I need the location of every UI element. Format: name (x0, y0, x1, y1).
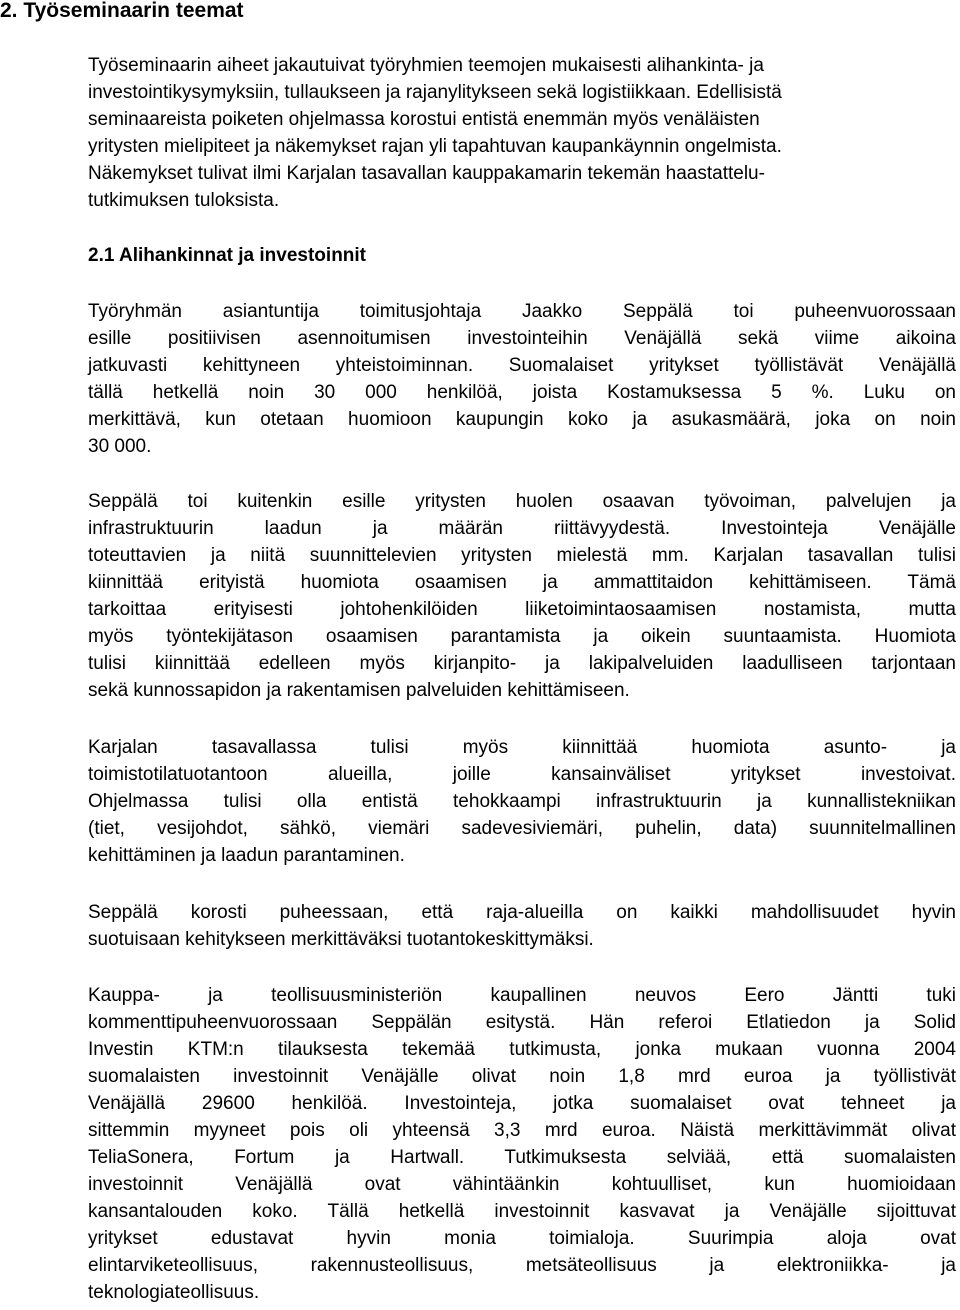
paragraph-5 (88, 982, 956, 1306)
text-line: merkittävä, kun otetaan huomioon kaupungin koko ja asukasmäärä, joka on noin (88, 409, 956, 430)
text-line: sekä kunnossapidon ja rakentamisen palveluiden kehittämiseen. (88, 680, 630, 701)
text-line: tulisi kiinnittää edelleen myös kirjanpito- ja lakipalveluiden laadulliseen tarjontaan (88, 653, 956, 674)
paragraph-2 (88, 488, 956, 704)
text-line: Kauppa- ja teollisuusministeriön kaupallinen neuvos Eero Jäntti tuki (88, 985, 956, 1006)
text-line: infrastruktuurin laadun ja määrän riittävyydestä. Investointeja Venäjälle (88, 518, 956, 539)
text-line: tarkoittaa erityisesti johtohenkilöiden liiketoimintaosaamisen nostamista, mutta (88, 599, 956, 620)
paragraph-3 (88, 734, 956, 869)
text-line: suomalaisten investoinnit Venäjälle olivat noin 1,8 mrd euroa ja työllistivät (88, 1066, 956, 1087)
text-line: Työryhmän asiantuntija toimitusjohtaja Jaakko Seppälä toi puheenvuorossaan (88, 301, 956, 322)
text-line: sittemmin myyneet pois oli yhteensä 3,3 mrd euroa. Näistä merkittävimmät olivat (88, 1120, 956, 1141)
text-line: teknologiateollisuus. (88, 1282, 260, 1303)
paragraph-4 (88, 899, 956, 953)
subsection-heading: 2.1 Alihankinnat ja investoinnit (88, 245, 367, 266)
text-line: suotuisaan kehitykseen merkittäväksi tuotantokeskittymäksi. (88, 929, 594, 950)
text-line: elintarviketeollisuus, rakennusteollisuus, metsäteollisuus ja elektroniikka- ja (88, 1255, 956, 1276)
text-line: Työseminaarin aiheet jakautuivat työryhmien teemojen mukaisesti alihankinta- ja (88, 55, 764, 76)
text-line: Venäjällä 29600 henkilöä. Investointeja, jotka suomalaiset ovat tehneet ja (88, 1093, 956, 1114)
text-line: (tiet, vesijohdot, sähkö, viemäri sadevesiviemäri, puhelin, data) suunnitelmallinen (88, 818, 956, 839)
text-line: Seppälä korosti puheessaan, että raja-alueilla on kaikki mahdollisuudet hyvin (88, 902, 956, 923)
text-line: Investin KTM:n tilauksesta tekemää tutkimusta, jonka mukaan vuonna 2004 (88, 1039, 956, 1060)
text-line: Seppälä toi kuitenkin esille yritysten huolen osaavan työvoiman, palvelujen ja (88, 491, 956, 512)
text-line: investointikysymyksiin, tullaukseen ja rajanylitykseen sekä logistiikkaan. Edellisistä (88, 82, 782, 103)
text-line: seminaareista poiketen ohjelmassa korostui entistä enemmän myös venäläisten (88, 109, 760, 130)
text-line: myös työntekijätason osaamisen parantamista ja oikein suuntaamista. Huomiota (88, 626, 956, 647)
section-heading: 2. Työseminaarin teemat (0, 0, 244, 22)
text-line: tutkimuksen tuloksista. (88, 190, 280, 211)
text-line: kiinnittää erityistä huomiota osaamisen ja ammattitaidon kehittämiseen. Tämä (88, 572, 956, 593)
text-line: Karjalan tasavallassa tulisi myös kiinnittää huomiota asunto- ja (88, 737, 956, 758)
text-line: Ohjelmassa tulisi olla entistä tehokkaampi infrastruktuurin ja kunnallistekniikan (88, 791, 956, 812)
text-line: esille positiivisen asennoitumisen investointeihin Venäjällä sekä viime aikoina (88, 328, 956, 349)
text-line: investoinnit Venäjällä ovat vähintäänkin kohtuulliset, kun huomioidaan (88, 1174, 956, 1195)
text-line: kansantalouden koko. Tällä hetkellä investoinnit kasvavat ja Venäjälle sijoittuvat (88, 1201, 956, 1222)
text-line: yritysten mielipiteet ja näkemykset rajan yli tapahtuvan kaupankäynnin ongelmista. (88, 136, 782, 157)
text-line: 30 000. (88, 436, 152, 457)
text-line: Näkemykset tulivat ilmi Karjalan tasavallan kauppakamarin tekemän haastattelu- (88, 163, 765, 184)
text-line: TeliaSonera, Fortum ja Hartwall. Tutkimuksesta selviää, että suomalaisten (88, 1147, 956, 1168)
text-line: kehittäminen ja laadun parantaminen. (88, 845, 405, 866)
text-line: tällä hetkellä noin 30 000 henkilöä, joista Kostamuksessa 5 %. Luku on (88, 382, 956, 403)
text-line: toteuttavien ja niitä suunnittelevien yritysten mielestä mm. Karjalan tasavallan tulisi (88, 545, 956, 566)
text-line: kommenttipuheenvuorossaan Seppälän esitystä. Hän referoi Etlatiedon ja Solid (88, 1012, 956, 1033)
intro-paragraph (88, 52, 956, 214)
text-line: jatkuvasti kehittyneen yhteistoiminnan. Suomalaiset yritykset työllistävät Venäjällä (88, 355, 956, 376)
paragraph-1 (88, 298, 956, 460)
text-line: yritykset edustavat hyvin monia toimialoja. Suurimpia aloja ovat (88, 1228, 956, 1249)
text-line: toimistotilatuotantoon alueilla, joille kansainväliset yritykset investoivat. (88, 764, 956, 785)
